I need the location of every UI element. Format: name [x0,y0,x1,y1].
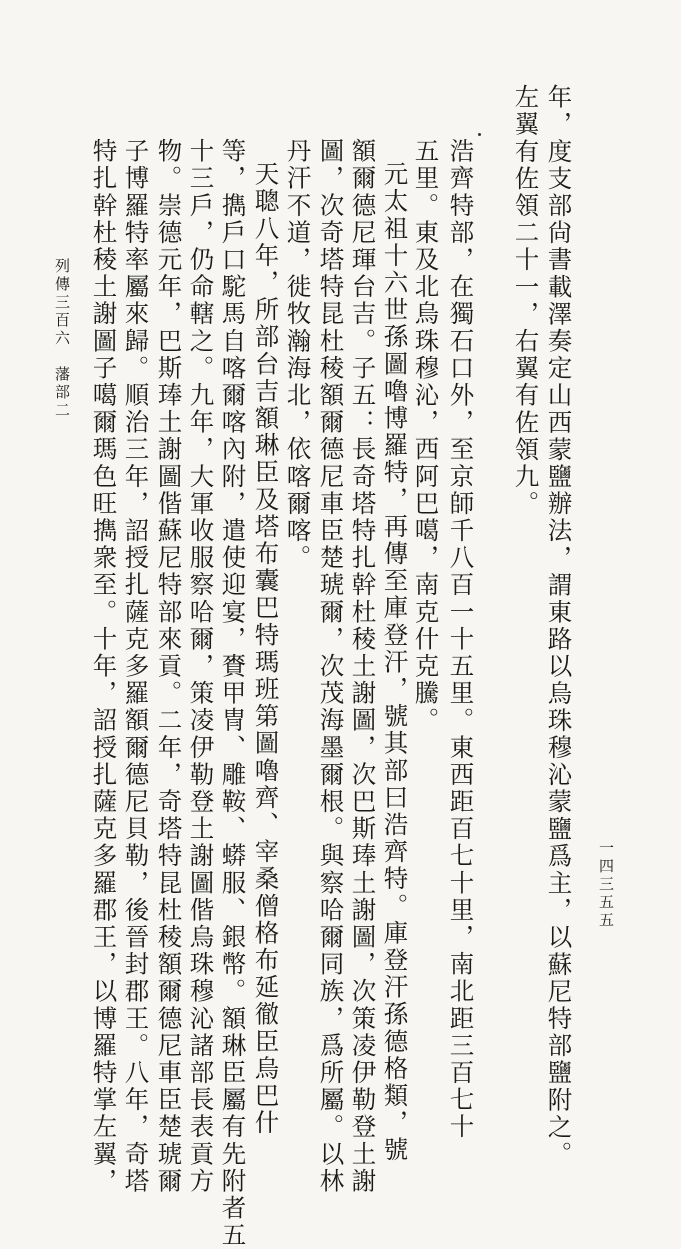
text-column-9: 天聰八年，所部台吉額琳臣及塔布囊巴特瑪班第圖嚕齊、宰桑僧格布延徹臣烏巴什 [251,161,281,1137]
text-column-4: 五里。東及北烏珠穆沁，西阿巴噶，南克什克騰。 [411,138,441,735]
page-number: 一四三五五 [597,840,615,930]
text-column-12: 物。崇德元年，巴斯琫土謝圖偕蘇尼特部來貢。二年，奇塔特昆杜稜額爾德尼車臣楚琥爾 [154,138,184,1195]
text-column-2: 左翼有佐領二十一，右翼有佐領九。 [511,84,541,518]
margin-left-label: 列傳三百六 藩部二 [53,258,71,420]
text-column-6: 額爾德尼琿台吉。子五：長奇塔特扎幹杜稜土謝圖，次巴斯琫土謝圖，次策凌伊勒登土謝 [348,138,378,1195]
text-column-10: 等，擕戶口駝馬自喀爾喀內附，遣使迎宴，賚甲冑、雕鞍、蟒服、銀幣。額琳臣屬有先附者五 [218,138,248,1249]
text-column-11: 十三戶，仍命轄之。九年，大軍收服察哈爾，策凌伊勒登土謝圖偕烏珠穆沁諸部長表貢方 [186,138,216,1195]
text-column-8: 丹汗不道，徙牧瀚海北，依喀爾喀。 [283,138,313,572]
margin-mark [478,133,481,136]
text-column-5: 元太祖十六世孫圖嚕博羅特，再傳至庫登汗，號其部曰浩齊特。庫登汗孫德格類，號 [380,161,410,1164]
text-column-1: 年，度支部尙書載澤奏定山西蒙鹽辦法，謂東路以烏珠穆沁蒙鹽爲主，以蘇尼特部鹽附之。 [544,84,574,1168]
text-column-13: 子博羅特率屬來歸。順治三年，詔授扎薩克多羅額爾德尼貝勒，後晉封郡王。八年，奇塔 [121,138,151,1195]
text-column-14: 特扎幹杜稜土謝圖子噶爾瑪色旺擕衆至。十年，詔授扎薩克多羅郡王，以博羅特掌左翼， [89,138,119,1195]
text-column-3: 浩齊特部，在獨石口外，至京師千八百一十五里。東西距百七十里，南北距三百七十 [446,138,476,1141]
text-column-7: 圖，次奇塔特昆杜稜額爾德尼車臣楚琥爾，次茂海墨爾根。與察哈爾同族，爲所屬。以林 [316,138,346,1195]
